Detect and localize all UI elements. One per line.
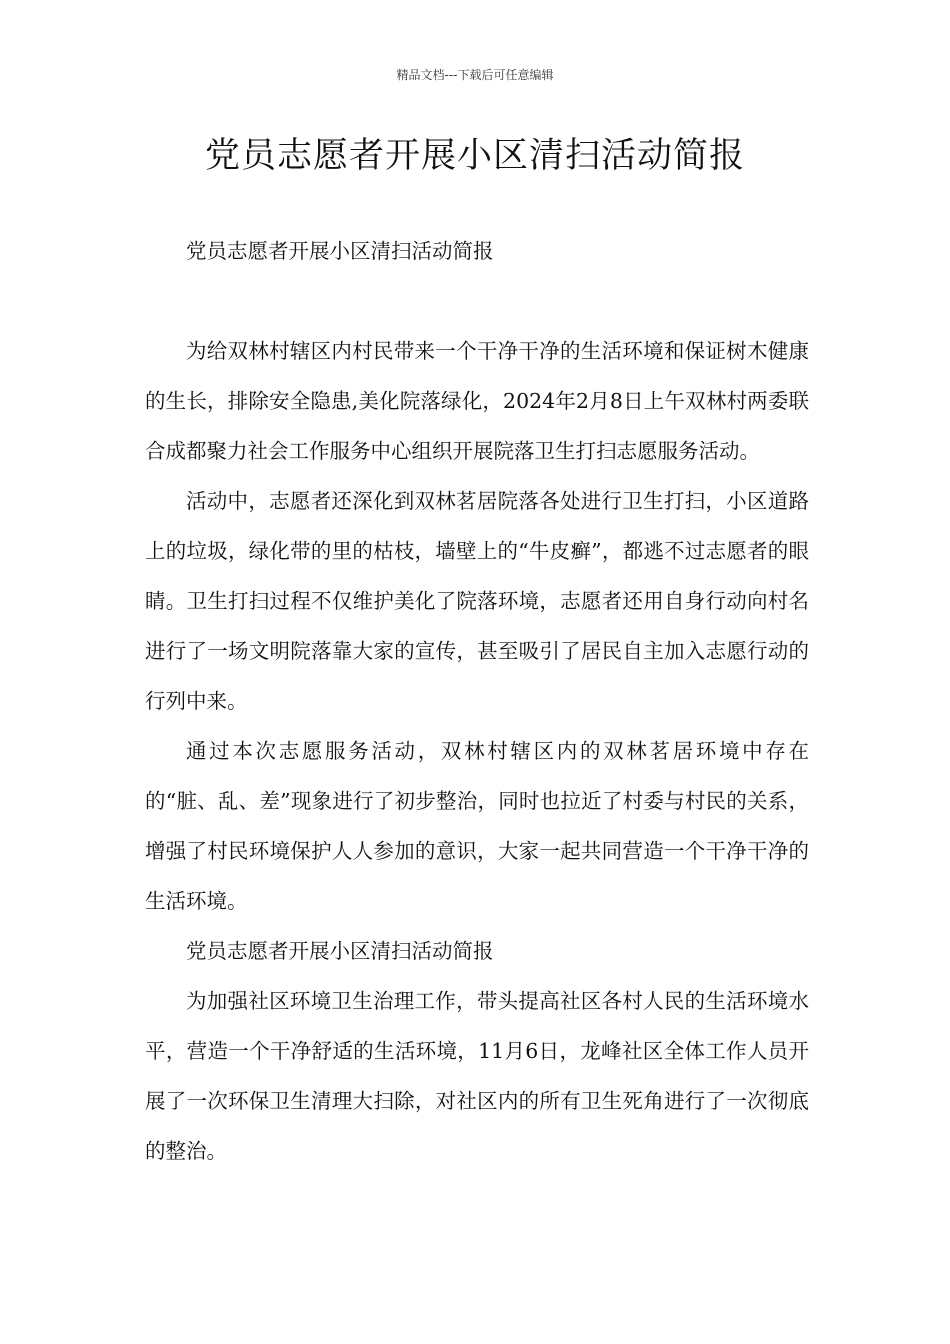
paragraph-2: 活动中，志愿者还深化到双林茗居院落各处进行卫生打扫，小区道路上的垃圾，绿化带的里的枯枝，墙壁上的“牛皮癣”，都逃不过志愿者的眼睛。卫生打扫过程不仅维护美化了院落环境，志愿者还用自身行动向村名进行了一场文明院落靠大家的宣传，甚至吸引了居民自主加入志愿行动的行列中来。 [145, 489, 809, 713]
subtitle-section-1 [145, 226, 809, 276]
subtitle-1: 党员志愿者开展小区清扫活动简报 [186, 239, 494, 263]
header-note: 精品文档---下载后可任意编辑 [396, 68, 554, 82]
paragraph-3: 通过本次志愿服务活动，双林村辖区内的双林茗居环境中存在的“脏、乱、差”现象进行了初步整治，同时也拉近了村委与村民的关系，增强了村民环境保护人人参加的意识，大家一起共同营造一个干净干净的生活环境。 [145, 739, 809, 913]
document-title: 党员志愿者开展小区清扫活动简报 [204, 136, 745, 176]
paragraph-4: 为加强社区环境卫生治理工作，带头提高社区各村人民的生活环境水平，营造一个干净舒适的生活环境，11月6日，龙峰社区全体工作人员开展了一次环保卫生清理大扫除，对社区内的所有卫生死角进行了一次彻底的整治。 [145, 989, 809, 1163]
document-body [145, 326, 809, 1176]
subtitle-2: 党员志愿者开展小区清扫活动简报 [186, 939, 494, 963]
paragraph-1: 为给双林村辖区内村民带来一个干净干净的生活环境和保证树木健康的生长，排除安全隐患,美化院落绿化，2024年2月8日上午双林村两委联合成都聚力社会工作服务中心组织开展院落卫生打扫志愿服务活动。 [145, 339, 809, 463]
